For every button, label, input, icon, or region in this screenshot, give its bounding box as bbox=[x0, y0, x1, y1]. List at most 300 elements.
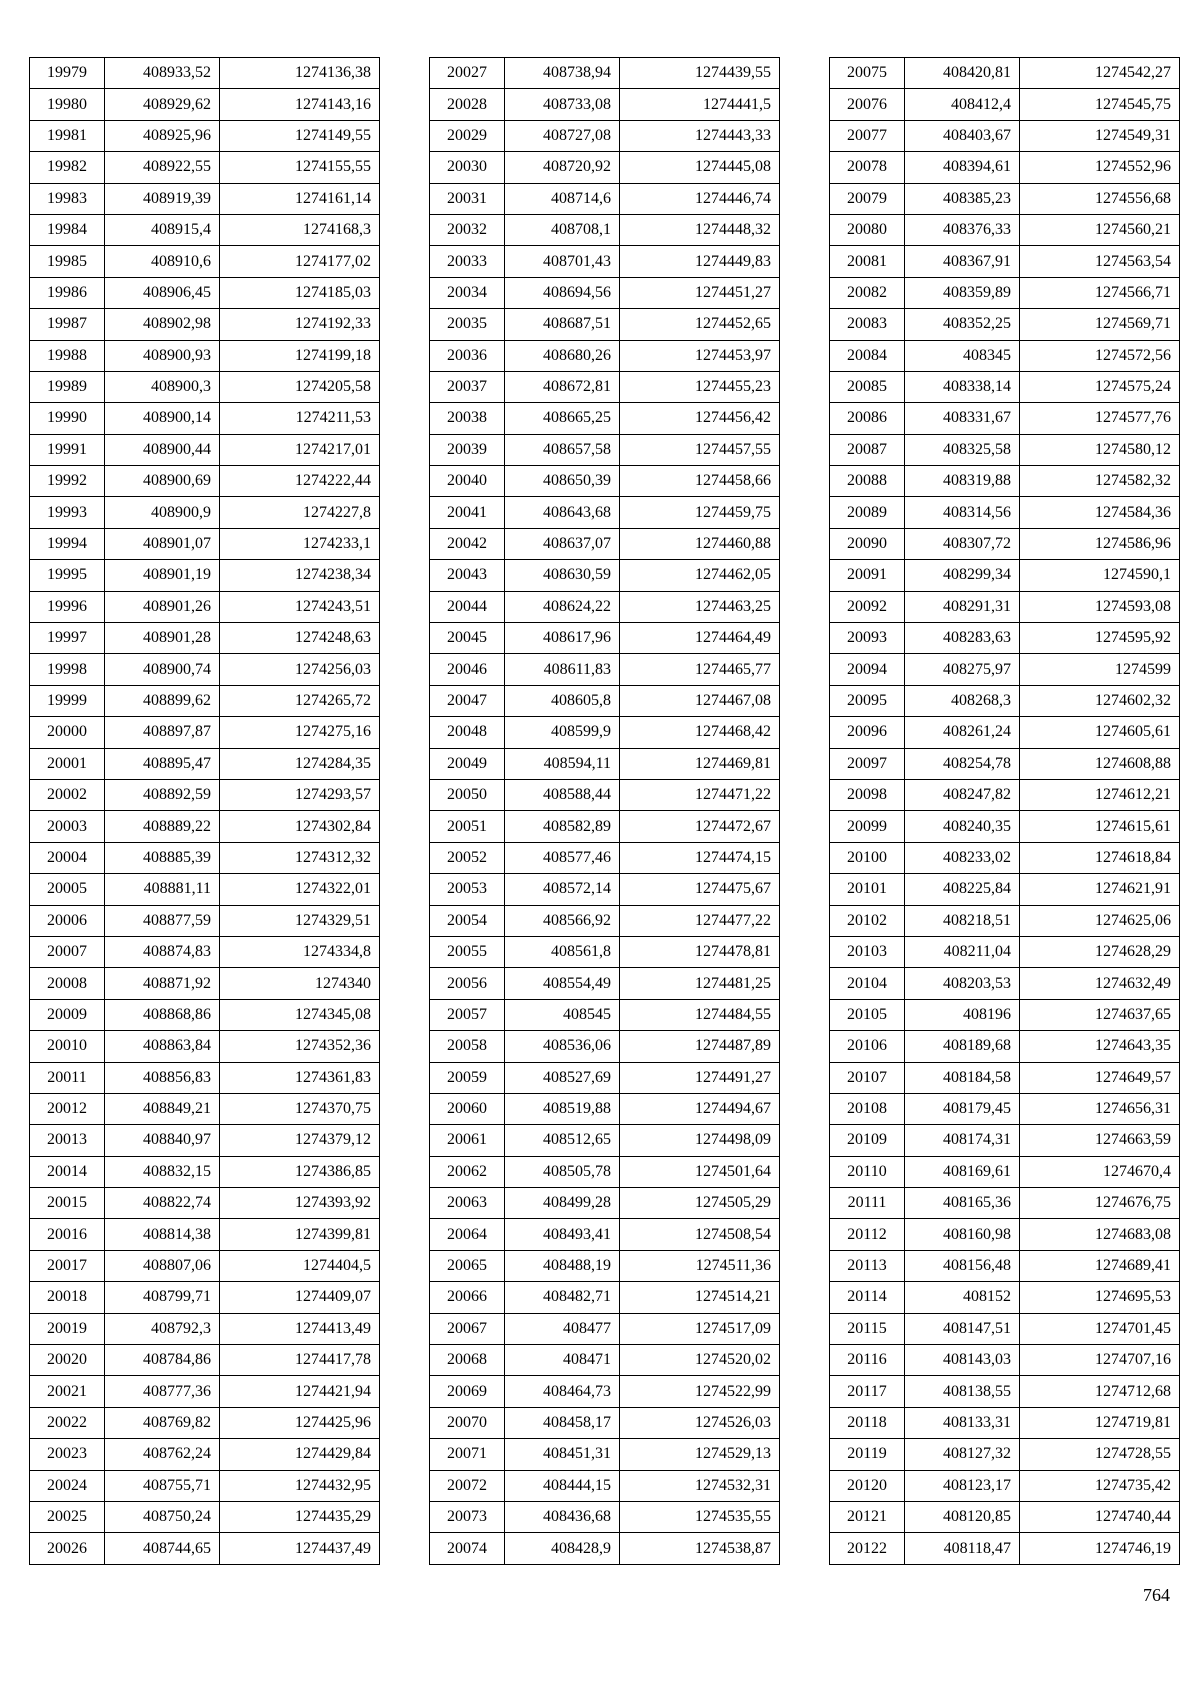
y-coordinate-cell: 1274227,8 bbox=[220, 497, 380, 528]
table-row bbox=[830, 528, 1180, 559]
x-coordinate-cell: 408902,98 bbox=[105, 309, 220, 340]
y-coordinate-cell: 1274477,22 bbox=[620, 905, 780, 936]
point-id-cell: 20100 bbox=[830, 842, 905, 873]
point-id-cell: 20026 bbox=[30, 1533, 105, 1564]
table-row bbox=[830, 1501, 1180, 1532]
table-row bbox=[30, 183, 380, 214]
x-coordinate-cell: 408412,4 bbox=[905, 89, 1020, 120]
point-id-cell: 20007 bbox=[30, 936, 105, 967]
table-row bbox=[30, 1188, 380, 1219]
x-coordinate-cell: 408750,24 bbox=[105, 1501, 220, 1532]
y-coordinate-cell: 1274535,55 bbox=[620, 1501, 780, 1532]
point-id-cell: 20088 bbox=[830, 466, 905, 497]
x-coordinate-cell: 408152 bbox=[905, 1282, 1020, 1313]
y-coordinate-cell: 1274425,96 bbox=[220, 1407, 380, 1438]
y-coordinate-cell: 1274404,5 bbox=[220, 1250, 380, 1281]
y-coordinate-cell: 1274437,49 bbox=[220, 1533, 380, 1564]
x-coordinate-cell: 408769,82 bbox=[105, 1407, 220, 1438]
y-coordinate-cell: 1274478,81 bbox=[620, 936, 780, 967]
x-coordinate-cell: 408727,08 bbox=[505, 120, 620, 151]
point-id-cell: 20094 bbox=[830, 654, 905, 685]
table-row bbox=[430, 1313, 780, 1344]
y-coordinate-cell: 1274409,07 bbox=[220, 1282, 380, 1313]
y-coordinate-cell: 1274569,71 bbox=[1020, 309, 1180, 340]
point-id-cell: 20098 bbox=[830, 779, 905, 810]
x-coordinate-cell: 408720,92 bbox=[505, 152, 620, 183]
point-id-cell: 20024 bbox=[30, 1470, 105, 1501]
y-coordinate-cell: 1274572,56 bbox=[1020, 340, 1180, 371]
point-id-cell: 19979 bbox=[30, 58, 105, 89]
point-id-cell: 20073 bbox=[430, 1501, 505, 1532]
x-coordinate-cell: 408588,44 bbox=[505, 779, 620, 810]
point-id-cell: 20016 bbox=[30, 1219, 105, 1250]
x-coordinate-cell: 408889,22 bbox=[105, 811, 220, 842]
x-coordinate-cell: 408910,6 bbox=[105, 246, 220, 277]
point-id-cell: 20092 bbox=[830, 591, 905, 622]
x-coordinate-cell: 408643,68 bbox=[505, 497, 620, 528]
x-coordinate-cell: 408701,43 bbox=[505, 246, 620, 277]
x-coordinate-cell: 408283,63 bbox=[905, 623, 1020, 654]
x-coordinate-cell: 408493,41 bbox=[505, 1219, 620, 1250]
table-row bbox=[430, 1501, 780, 1532]
table-row bbox=[830, 874, 1180, 905]
y-coordinate-cell: 1274593,08 bbox=[1020, 591, 1180, 622]
point-id-cell: 19982 bbox=[30, 152, 105, 183]
table-row bbox=[430, 685, 780, 716]
x-coordinate-cell: 408428,9 bbox=[505, 1533, 620, 1564]
table-row bbox=[30, 968, 380, 999]
point-id-cell: 20002 bbox=[30, 779, 105, 810]
table-row bbox=[430, 58, 780, 89]
point-id-cell: 20001 bbox=[30, 748, 105, 779]
y-coordinate-cell: 1274136,38 bbox=[220, 58, 380, 89]
x-coordinate-cell: 408777,36 bbox=[105, 1376, 220, 1407]
y-coordinate-cell: 1274608,88 bbox=[1020, 748, 1180, 779]
point-id-cell: 20022 bbox=[30, 1407, 105, 1438]
table-row bbox=[430, 1470, 780, 1501]
table-row bbox=[430, 874, 780, 905]
x-coordinate-cell: 408225,84 bbox=[905, 874, 1020, 905]
x-coordinate-cell: 408147,51 bbox=[905, 1313, 1020, 1344]
table-row bbox=[830, 1156, 1180, 1187]
x-coordinate-cell: 408687,51 bbox=[505, 309, 620, 340]
x-coordinate-cell: 408637,07 bbox=[505, 528, 620, 559]
table-row bbox=[830, 842, 1180, 873]
table-row bbox=[430, 246, 780, 277]
table-row bbox=[30, 811, 380, 842]
point-id-cell: 20105 bbox=[830, 999, 905, 1030]
y-coordinate-cell: 1274584,36 bbox=[1020, 497, 1180, 528]
x-coordinate-cell: 408240,35 bbox=[905, 811, 1020, 842]
y-coordinate-cell: 1274421,94 bbox=[220, 1376, 380, 1407]
y-coordinate-cell: 1274432,95 bbox=[220, 1470, 380, 1501]
table-row bbox=[30, 654, 380, 685]
x-coordinate-cell: 408554,49 bbox=[505, 968, 620, 999]
point-id-cell: 20037 bbox=[430, 371, 505, 402]
y-coordinate-cell: 1274719,81 bbox=[1020, 1407, 1180, 1438]
x-coordinate-cell: 408849,21 bbox=[105, 1093, 220, 1124]
coordinate-table-3 bbox=[829, 57, 1180, 1565]
point-id-cell: 20086 bbox=[830, 403, 905, 434]
table-row bbox=[830, 152, 1180, 183]
table-row bbox=[430, 309, 780, 340]
y-coordinate-cell: 1274448,32 bbox=[620, 214, 780, 245]
y-coordinate-cell: 1274707,16 bbox=[1020, 1345, 1180, 1376]
x-coordinate-cell: 408307,72 bbox=[905, 528, 1020, 559]
table-row bbox=[430, 842, 780, 873]
y-coordinate-cell: 1274532,31 bbox=[620, 1470, 780, 1501]
y-coordinate-cell: 1274417,78 bbox=[220, 1345, 380, 1376]
y-coordinate-cell: 1274248,63 bbox=[220, 623, 380, 654]
x-coordinate-cell: 408385,23 bbox=[905, 183, 1020, 214]
table-row bbox=[830, 1313, 1180, 1344]
table-row bbox=[430, 277, 780, 308]
table-row bbox=[430, 1439, 780, 1470]
table-row bbox=[430, 89, 780, 120]
table-row bbox=[830, 1188, 1180, 1219]
y-coordinate-cell: 1274192,33 bbox=[220, 309, 380, 340]
y-coordinate-cell: 1274469,81 bbox=[620, 748, 780, 779]
point-id-cell: 20109 bbox=[830, 1125, 905, 1156]
x-coordinate-cell: 408359,89 bbox=[905, 277, 1020, 308]
table-row bbox=[830, 58, 1180, 89]
table-row bbox=[830, 89, 1180, 120]
y-coordinate-cell: 1274211,53 bbox=[220, 403, 380, 434]
table-row bbox=[30, 120, 380, 151]
table-row bbox=[30, 874, 380, 905]
point-id-cell: 19985 bbox=[30, 246, 105, 277]
table-row bbox=[830, 1062, 1180, 1093]
x-coordinate-cell: 408901,07 bbox=[105, 528, 220, 559]
y-coordinate-cell: 1274393,92 bbox=[220, 1188, 380, 1219]
table-row bbox=[830, 309, 1180, 340]
point-id-cell: 20009 bbox=[30, 999, 105, 1030]
y-coordinate-cell: 1274458,66 bbox=[620, 466, 780, 497]
table-row bbox=[430, 1345, 780, 1376]
table-row bbox=[830, 1125, 1180, 1156]
y-coordinate-cell: 1274413,49 bbox=[220, 1313, 380, 1344]
y-coordinate-cell: 1274345,08 bbox=[220, 999, 380, 1030]
point-id-cell: 20034 bbox=[430, 277, 505, 308]
y-coordinate-cell: 1274735,42 bbox=[1020, 1470, 1180, 1501]
x-coordinate-cell: 408919,39 bbox=[105, 183, 220, 214]
table-row bbox=[30, 1313, 380, 1344]
table-row bbox=[430, 1376, 780, 1407]
point-id-cell: 20039 bbox=[430, 434, 505, 465]
y-coordinate-cell: 1274552,96 bbox=[1020, 152, 1180, 183]
point-id-cell: 20114 bbox=[830, 1282, 905, 1313]
x-coordinate-cell: 408458,17 bbox=[505, 1407, 620, 1438]
y-coordinate-cell: 1274361,83 bbox=[220, 1062, 380, 1093]
y-coordinate-cell: 1274612,21 bbox=[1020, 779, 1180, 810]
table-row bbox=[30, 1376, 380, 1407]
y-coordinate-cell: 1274155,55 bbox=[220, 152, 380, 183]
point-id-cell: 20099 bbox=[830, 811, 905, 842]
x-coordinate-cell: 408451,31 bbox=[505, 1439, 620, 1470]
x-coordinate-cell: 408403,67 bbox=[905, 120, 1020, 151]
table-row bbox=[30, 1345, 380, 1376]
y-coordinate-cell: 1274168,3 bbox=[220, 214, 380, 245]
point-id-cell: 20119 bbox=[830, 1439, 905, 1470]
x-coordinate-cell: 408233,02 bbox=[905, 842, 1020, 873]
x-coordinate-cell: 408799,71 bbox=[105, 1282, 220, 1313]
table-row bbox=[430, 152, 780, 183]
point-id-cell: 20104 bbox=[830, 968, 905, 999]
x-coordinate-cell: 408143,03 bbox=[905, 1345, 1020, 1376]
table-row bbox=[830, 1031, 1180, 1062]
point-id-cell: 20006 bbox=[30, 905, 105, 936]
x-coordinate-cell: 408545 bbox=[505, 999, 620, 1030]
x-coordinate-cell: 408901,28 bbox=[105, 623, 220, 654]
table-row bbox=[830, 717, 1180, 748]
point-id-cell: 20101 bbox=[830, 874, 905, 905]
x-coordinate-cell: 408594,11 bbox=[505, 748, 620, 779]
x-coordinate-cell: 408672,81 bbox=[505, 371, 620, 402]
x-coordinate-cell: 408519,88 bbox=[505, 1093, 620, 1124]
y-coordinate-cell: 1274656,31 bbox=[1020, 1093, 1180, 1124]
x-coordinate-cell: 408156,48 bbox=[905, 1250, 1020, 1281]
point-id-cell: 20014 bbox=[30, 1156, 105, 1187]
x-coordinate-cell: 408299,34 bbox=[905, 560, 1020, 591]
y-coordinate-cell: 1274465,77 bbox=[620, 654, 780, 685]
x-coordinate-cell: 408900,69 bbox=[105, 466, 220, 497]
x-coordinate-cell: 408165,36 bbox=[905, 1188, 1020, 1219]
y-coordinate-cell: 1274293,57 bbox=[220, 779, 380, 810]
x-coordinate-cell: 408169,61 bbox=[905, 1156, 1020, 1187]
table-row bbox=[430, 1031, 780, 1062]
y-coordinate-cell: 1274595,92 bbox=[1020, 623, 1180, 654]
table-row bbox=[30, 1533, 380, 1564]
table-row bbox=[30, 905, 380, 936]
x-coordinate-cell: 408572,14 bbox=[505, 874, 620, 905]
table-row bbox=[430, 120, 780, 151]
x-coordinate-cell: 408874,83 bbox=[105, 936, 220, 967]
x-coordinate-cell: 408420,81 bbox=[905, 58, 1020, 89]
table-row bbox=[30, 1407, 380, 1438]
x-coordinate-cell: 408464,73 bbox=[505, 1376, 620, 1407]
point-id-cell: 19998 bbox=[30, 654, 105, 685]
point-id-cell: 20015 bbox=[30, 1188, 105, 1219]
x-coordinate-cell: 408895,47 bbox=[105, 748, 220, 779]
table-row bbox=[430, 717, 780, 748]
y-coordinate-cell: 1274522,99 bbox=[620, 1376, 780, 1407]
point-id-cell: 20056 bbox=[430, 968, 505, 999]
x-coordinate-cell: 408189,68 bbox=[905, 1031, 1020, 1062]
y-coordinate-cell: 1274625,06 bbox=[1020, 905, 1180, 936]
y-coordinate-cell: 1274243,51 bbox=[220, 591, 380, 622]
x-coordinate-cell: 408160,98 bbox=[905, 1219, 1020, 1250]
table-row bbox=[830, 905, 1180, 936]
y-coordinate-cell: 1274556,68 bbox=[1020, 183, 1180, 214]
point-id-cell: 20084 bbox=[830, 340, 905, 371]
x-coordinate-cell: 408527,69 bbox=[505, 1062, 620, 1093]
table-row bbox=[30, 246, 380, 277]
x-coordinate-cell: 408499,28 bbox=[505, 1188, 620, 1219]
point-id-cell: 20065 bbox=[430, 1250, 505, 1281]
coordinate-table-2 bbox=[429, 57, 780, 1565]
x-coordinate-cell: 408505,78 bbox=[505, 1156, 620, 1187]
y-coordinate-cell: 1274575,24 bbox=[1020, 371, 1180, 402]
x-coordinate-cell: 408863,84 bbox=[105, 1031, 220, 1062]
point-id-cell: 19997 bbox=[30, 623, 105, 654]
y-coordinate-cell: 1274441,5 bbox=[620, 89, 780, 120]
point-id-cell: 19993 bbox=[30, 497, 105, 528]
table-row bbox=[430, 999, 780, 1030]
point-id-cell: 20103 bbox=[830, 936, 905, 967]
y-coordinate-cell: 1274526,03 bbox=[620, 1407, 780, 1438]
table-row bbox=[30, 999, 380, 1030]
table-row bbox=[30, 277, 380, 308]
y-coordinate-cell: 1274728,55 bbox=[1020, 1439, 1180, 1470]
y-coordinate-cell: 1274689,41 bbox=[1020, 1250, 1180, 1281]
y-coordinate-cell: 1274238,34 bbox=[220, 560, 380, 591]
y-coordinate-cell: 1274177,02 bbox=[220, 246, 380, 277]
point-id-cell: 19995 bbox=[30, 560, 105, 591]
y-coordinate-cell: 1274577,76 bbox=[1020, 403, 1180, 434]
coordinate-tables bbox=[0, 57, 1200, 1617]
table-row bbox=[30, 1093, 380, 1124]
y-coordinate-cell: 1274605,61 bbox=[1020, 717, 1180, 748]
table-row bbox=[30, 152, 380, 183]
table-row bbox=[430, 811, 780, 842]
table-row bbox=[430, 1062, 780, 1093]
y-coordinate-cell: 1274615,61 bbox=[1020, 811, 1180, 842]
y-coordinate-cell: 1274340 bbox=[220, 968, 380, 999]
point-id-cell: 19989 bbox=[30, 371, 105, 402]
y-coordinate-cell: 1274379,12 bbox=[220, 1125, 380, 1156]
table-row bbox=[30, 717, 380, 748]
x-coordinate-cell: 408630,59 bbox=[505, 560, 620, 591]
y-coordinate-cell: 1274199,18 bbox=[220, 340, 380, 371]
x-coordinate-cell: 408877,59 bbox=[105, 905, 220, 936]
point-id-cell: 20029 bbox=[430, 120, 505, 151]
point-id-cell: 20071 bbox=[430, 1439, 505, 1470]
table-row bbox=[830, 1250, 1180, 1281]
table-row bbox=[830, 1093, 1180, 1124]
point-id-cell: 20102 bbox=[830, 905, 905, 936]
x-coordinate-cell: 408900,74 bbox=[105, 654, 220, 685]
y-coordinate-cell: 1274217,01 bbox=[220, 434, 380, 465]
x-coordinate-cell: 408611,83 bbox=[505, 654, 620, 685]
x-coordinate-cell: 408900,3 bbox=[105, 371, 220, 402]
y-coordinate-cell: 1274514,21 bbox=[620, 1282, 780, 1313]
point-id-cell: 20004 bbox=[30, 842, 105, 873]
point-id-cell: 19984 bbox=[30, 214, 105, 245]
x-coordinate-cell: 408120,85 bbox=[905, 1501, 1020, 1532]
y-coordinate-cell: 1274443,33 bbox=[620, 120, 780, 151]
y-coordinate-cell: 1274545,75 bbox=[1020, 89, 1180, 120]
table-row bbox=[30, 1031, 380, 1062]
y-coordinate-cell: 1274498,09 bbox=[620, 1125, 780, 1156]
table-row bbox=[830, 1282, 1180, 1313]
y-coordinate-cell: 1274463,25 bbox=[620, 591, 780, 622]
table-row bbox=[30, 89, 380, 120]
y-coordinate-cell: 1274386,85 bbox=[220, 1156, 380, 1187]
x-coordinate-cell: 408376,33 bbox=[905, 214, 1020, 245]
y-coordinate-cell: 1274429,84 bbox=[220, 1439, 380, 1470]
point-id-cell: 20061 bbox=[430, 1125, 505, 1156]
point-id-cell: 20083 bbox=[830, 309, 905, 340]
y-coordinate-cell: 1274663,59 bbox=[1020, 1125, 1180, 1156]
y-coordinate-cell: 1274143,16 bbox=[220, 89, 380, 120]
x-coordinate-cell: 408314,56 bbox=[905, 497, 1020, 528]
y-coordinate-cell: 1274683,08 bbox=[1020, 1219, 1180, 1250]
x-coordinate-cell: 408118,47 bbox=[905, 1533, 1020, 1564]
point-id-cell: 19999 bbox=[30, 685, 105, 716]
point-id-cell: 19980 bbox=[30, 89, 105, 120]
point-id-cell: 20096 bbox=[830, 717, 905, 748]
table-row bbox=[30, 560, 380, 591]
point-id-cell: 20031 bbox=[430, 183, 505, 214]
point-id-cell: 20079 bbox=[830, 183, 905, 214]
x-coordinate-cell: 408617,96 bbox=[505, 623, 620, 654]
y-coordinate-cell: 1274468,42 bbox=[620, 717, 780, 748]
point-id-cell: 20032 bbox=[430, 214, 505, 245]
y-coordinate-cell: 1274487,89 bbox=[620, 1031, 780, 1062]
y-coordinate-cell: 1274451,27 bbox=[620, 277, 780, 308]
point-id-cell: 20070 bbox=[430, 1407, 505, 1438]
table-row bbox=[830, 936, 1180, 967]
point-id-cell: 20074 bbox=[430, 1533, 505, 1564]
table-row bbox=[830, 246, 1180, 277]
table-row bbox=[830, 748, 1180, 779]
y-coordinate-cell: 1274435,29 bbox=[220, 1501, 380, 1532]
x-coordinate-cell: 408694,56 bbox=[505, 277, 620, 308]
x-coordinate-cell: 408127,32 bbox=[905, 1439, 1020, 1470]
y-coordinate-cell: 1274676,75 bbox=[1020, 1188, 1180, 1219]
y-coordinate-cell: 1274399,81 bbox=[220, 1219, 380, 1250]
point-id-cell: 20052 bbox=[430, 842, 505, 873]
point-id-cell: 20077 bbox=[830, 120, 905, 151]
x-coordinate-cell: 408254,78 bbox=[905, 748, 1020, 779]
x-coordinate-cell: 408900,9 bbox=[105, 497, 220, 528]
table-row bbox=[830, 968, 1180, 999]
x-coordinate-cell: 408881,11 bbox=[105, 874, 220, 905]
point-id-cell: 20017 bbox=[30, 1250, 105, 1281]
y-coordinate-cell: 1274464,49 bbox=[620, 623, 780, 654]
point-id-cell: 20059 bbox=[430, 1062, 505, 1093]
point-id-cell: 20047 bbox=[430, 685, 505, 716]
x-coordinate-cell: 408436,68 bbox=[505, 1501, 620, 1532]
x-coordinate-cell: 408174,31 bbox=[905, 1125, 1020, 1156]
point-id-cell: 20008 bbox=[30, 968, 105, 999]
x-coordinate-cell: 408807,06 bbox=[105, 1250, 220, 1281]
y-coordinate-cell: 1274439,55 bbox=[620, 58, 780, 89]
table-row bbox=[430, 1156, 780, 1187]
y-coordinate-cell: 1274670,4 bbox=[1020, 1156, 1180, 1187]
y-coordinate-cell: 1274649,57 bbox=[1020, 1062, 1180, 1093]
y-coordinate-cell: 1274455,23 bbox=[620, 371, 780, 402]
point-id-cell: 20066 bbox=[430, 1282, 505, 1313]
point-id-cell: 19981 bbox=[30, 120, 105, 151]
y-coordinate-cell: 1274484,55 bbox=[620, 999, 780, 1030]
table-row bbox=[430, 340, 780, 371]
table-row bbox=[830, 466, 1180, 497]
y-coordinate-cell: 1274566,71 bbox=[1020, 277, 1180, 308]
table-row bbox=[830, 120, 1180, 151]
table-row bbox=[30, 58, 380, 89]
y-coordinate-cell: 1274449,83 bbox=[620, 246, 780, 277]
point-id-cell: 20076 bbox=[830, 89, 905, 120]
point-id-cell: 20113 bbox=[830, 1250, 905, 1281]
x-coordinate-cell: 408832,15 bbox=[105, 1156, 220, 1187]
table-row bbox=[830, 1219, 1180, 1250]
y-coordinate-cell: 1274695,53 bbox=[1020, 1282, 1180, 1313]
table-row bbox=[830, 403, 1180, 434]
table-row bbox=[830, 560, 1180, 591]
table-row bbox=[30, 748, 380, 779]
point-id-cell: 20033 bbox=[430, 246, 505, 277]
